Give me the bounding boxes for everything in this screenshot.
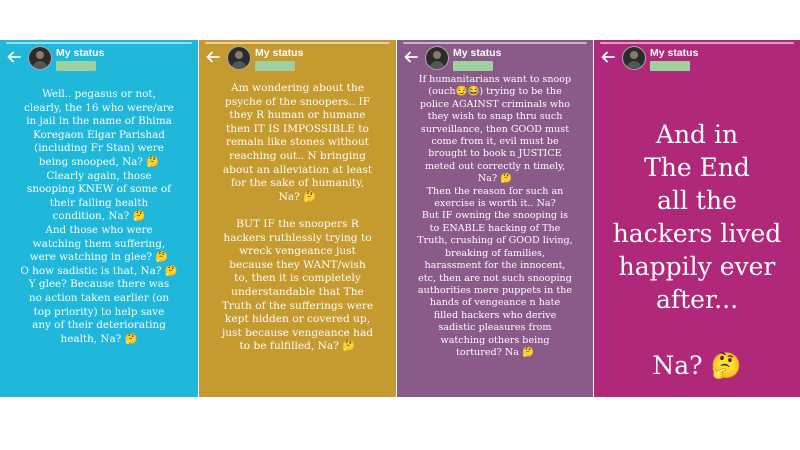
status-text: Am wondering about the psyche of the snoopers.. IF they R human or humane then IT IS IMPOSSIBLE to remain like stones without reaching out.. N bringing about an alleviation at least for the sake of humanity, Na? 🤔 BUT IF the snoopers R hackers ruthlessly trying to wreck vengeance just because they WANT/wish to, then it is completely understandable that The Truth of the sufferings were kept hidden or covered up, just because vengeance had to be fulfilled, Na? 🤔 [221, 82, 374, 353]
status-text: If humanitarians want to snoop (ouch😏😂) trying to be the police AGAINST criminals who they wish to snap thru such surveillance, then GOOD must come from it, evil must be brought to book n JUSTICE meted out correctly n timely, Na? 🤔 Then the reason for such an exercise is worth it.. Na? But IF owning the snooping is to ENABLE hacking of The Truth, crushing of GOOD living, breaking of families, harassment for the innocent, etc, then are not such snooping authorities mere puppets in the hands of vengeance n hate filled hackers who derive sadistic pleasures from watching others being tortured? Na 🤔 [417, 74, 573, 358]
status-header [0, 46, 198, 74]
avatar[interactable] [425, 46, 449, 70]
redacted-timestamp [453, 61, 493, 71]
status-panel-1[interactable] [0, 40, 198, 397]
status-progress-bar [403, 42, 587, 44]
status-panel-3[interactable] [397, 40, 593, 397]
status-progress-bar [600, 42, 794, 44]
avatar[interactable] [28, 46, 52, 70]
redacted-timestamp [255, 61, 295, 71]
back-arrow-icon[interactable] [205, 49, 221, 65]
back-arrow-icon[interactable] [403, 49, 419, 65]
status-panel-2[interactable] [199, 40, 396, 397]
status-text: Well.. pegasus or not, clearly, the 16 who were/are in jail in the name of Bhima Koregaon Elgar Parishad (including Fr Stan) were being snooped, Na? 🤔 Clearly again, those snooping KNEW of some of their failing health condition, Na? 🤔 And those who were watching them suffering, were watching in glee? 🤔 O how sadistic is that, Na? 🤔 Y glee? Because there was no action taken earlier (on top priority) to help save any of their deteriorating health, Na? 🤔 [20, 88, 178, 345]
avatar[interactable] [622, 46, 646, 70]
status-title: My status [56, 47, 105, 59]
status-title: My status [255, 47, 304, 59]
status-header [397, 46, 593, 74]
back-arrow-icon[interactable] [6, 49, 22, 65]
redacted-timestamp [56, 61, 96, 71]
status-title: My status [650, 47, 699, 59]
status-progress-bar [205, 42, 390, 44]
status-panel-4[interactable] [594, 40, 800, 397]
redacted-timestamp [650, 61, 690, 71]
status-text: And in The End all the hackers lived happily ever after... Na? 🤔 [612, 120, 782, 380]
status-header [594, 46, 800, 74]
status-progress-bar [6, 42, 192, 44]
status-title: My status [453, 47, 502, 59]
avatar[interactable] [227, 46, 251, 70]
status-header [199, 46, 396, 74]
back-arrow-icon[interactable] [600, 49, 616, 65]
